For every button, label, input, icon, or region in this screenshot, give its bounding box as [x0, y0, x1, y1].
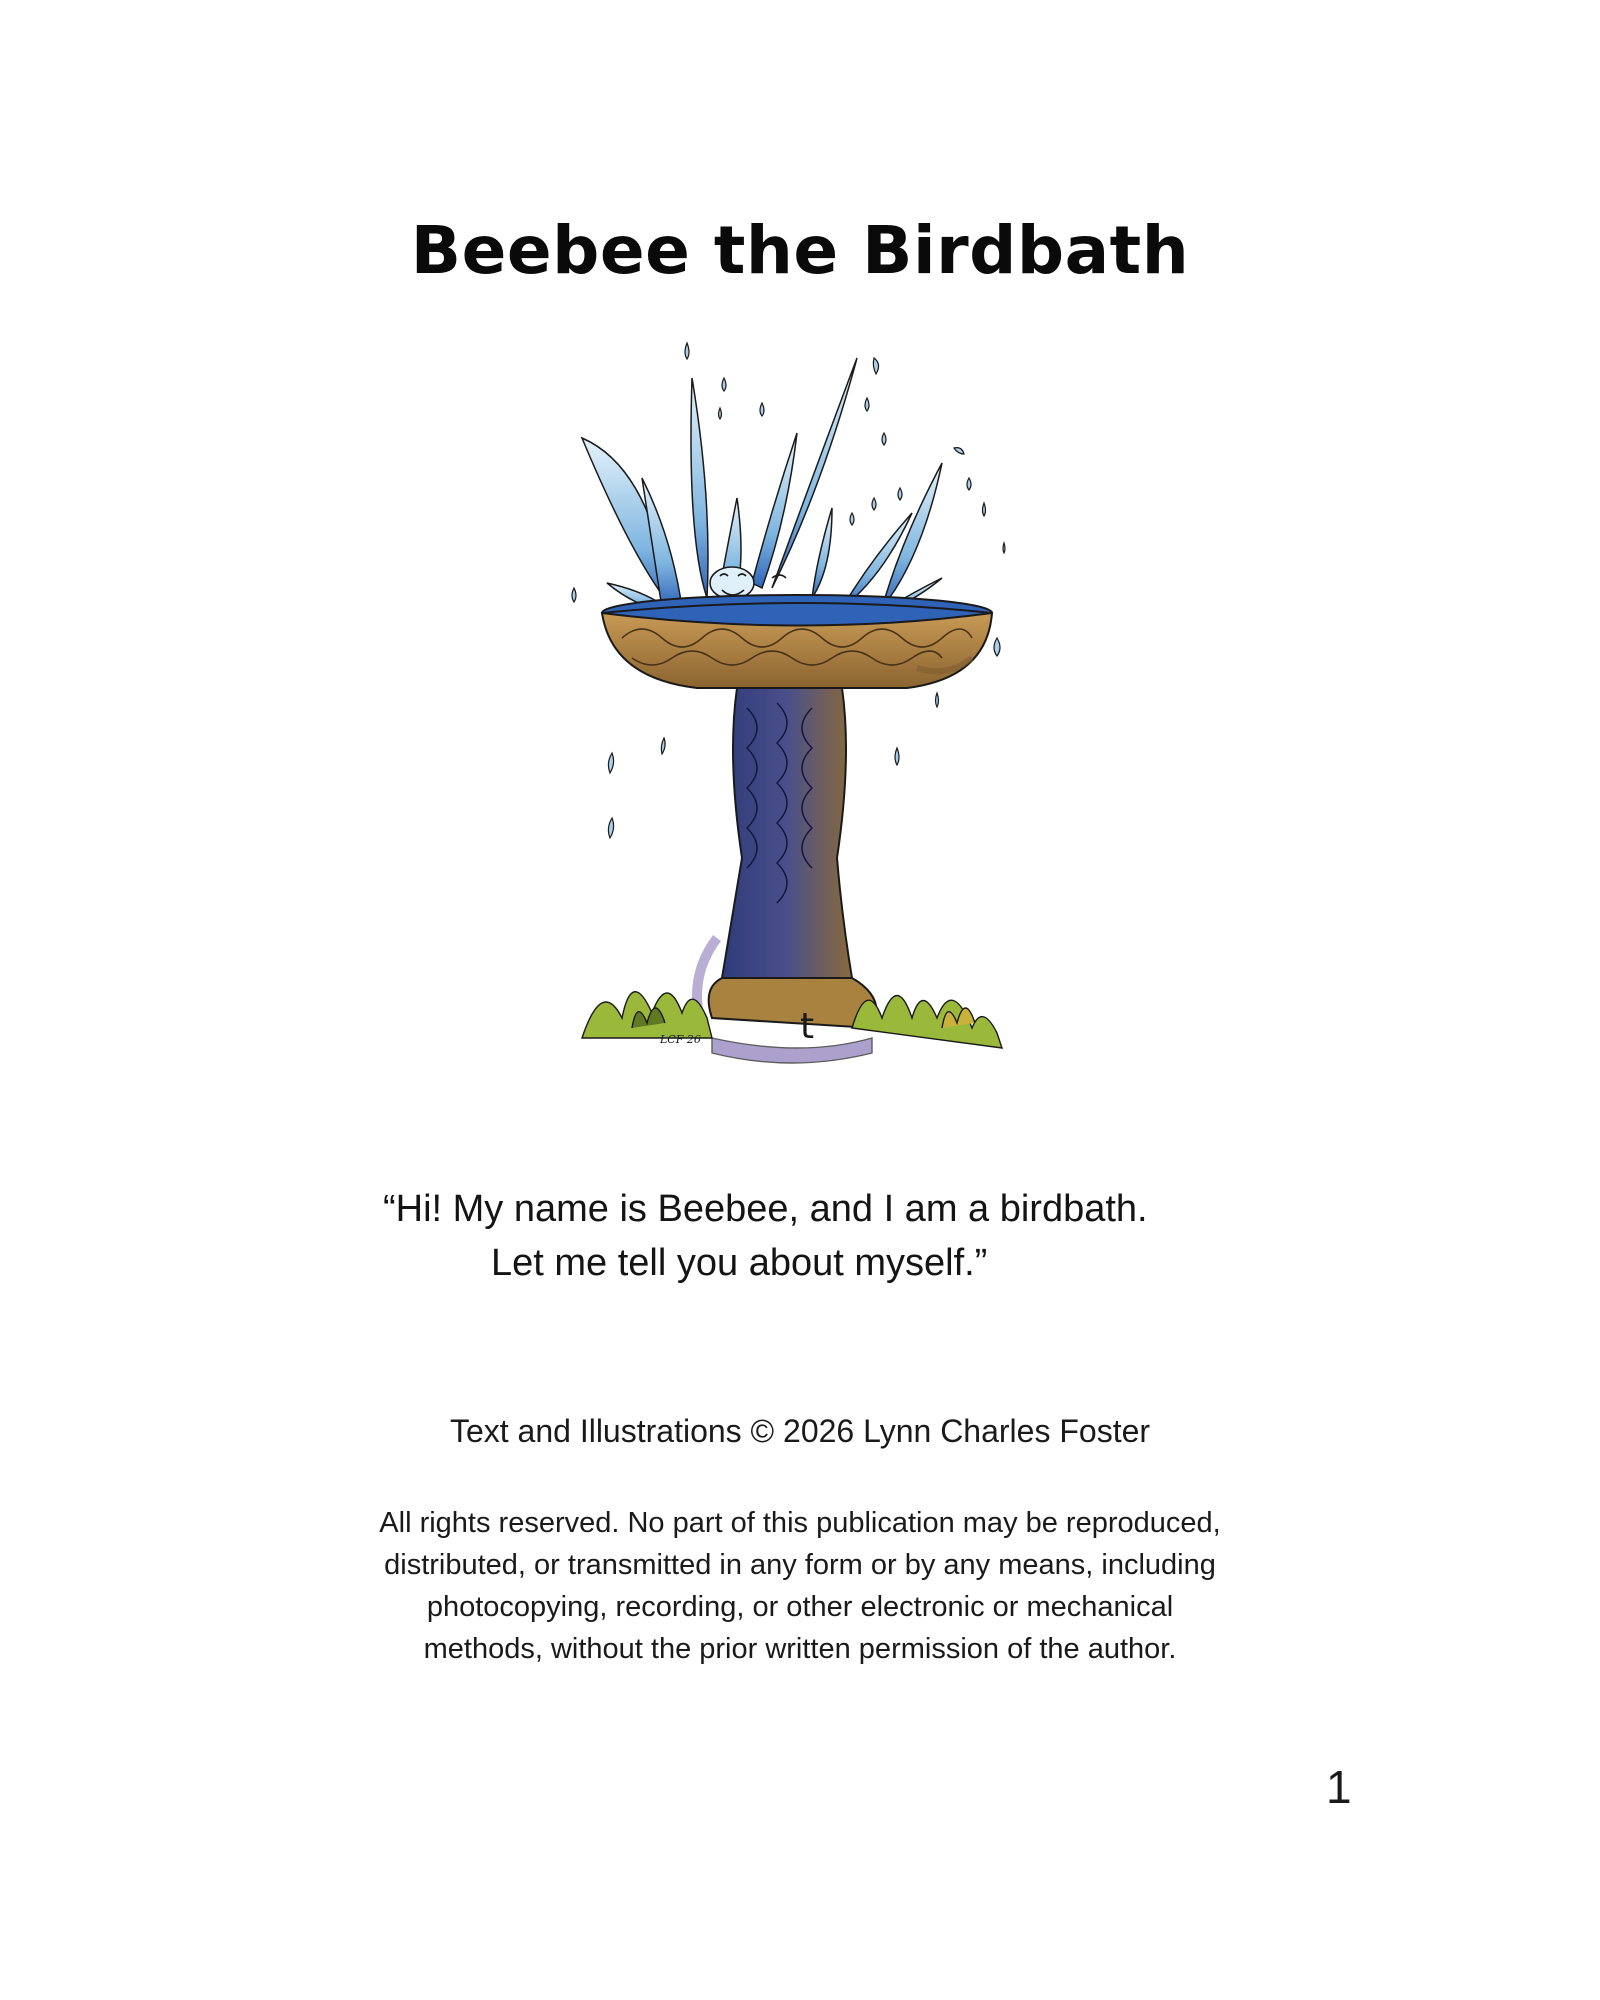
rights-statement [0, 1502, 1600, 1670]
rights-line: All rights reserved. No part of this publication may be reproduced, [379, 1507, 1221, 1539]
rights-line: methods, without the prior written permission of the author. [423, 1633, 1177, 1665]
page-title: Beebee the Birdbath [410, 212, 1190, 289]
page-number: 1 [1326, 1761, 1352, 1813]
illustration-signature-glyph: t [800, 1006, 815, 1047]
copyright-notice: Text and Illustrations © 2026 Lynn Charles Foster [449, 1413, 1151, 1449]
quote-line-1: “Hi! My name is Beebee, and I am a birdbath. [383, 1188, 1148, 1230]
quote-line-2: Let me tell you about myself.” [491, 1242, 988, 1284]
artist-initials-mark: LCF 26 [660, 1033, 701, 1046]
rights-line: distributed, or transmitted in any form or by any means, including [384, 1549, 1216, 1581]
birdbath-illustration [522, 338, 1088, 1078]
rights-line: photocopying, recording, or other electronic or mechanical [426, 1591, 1174, 1623]
